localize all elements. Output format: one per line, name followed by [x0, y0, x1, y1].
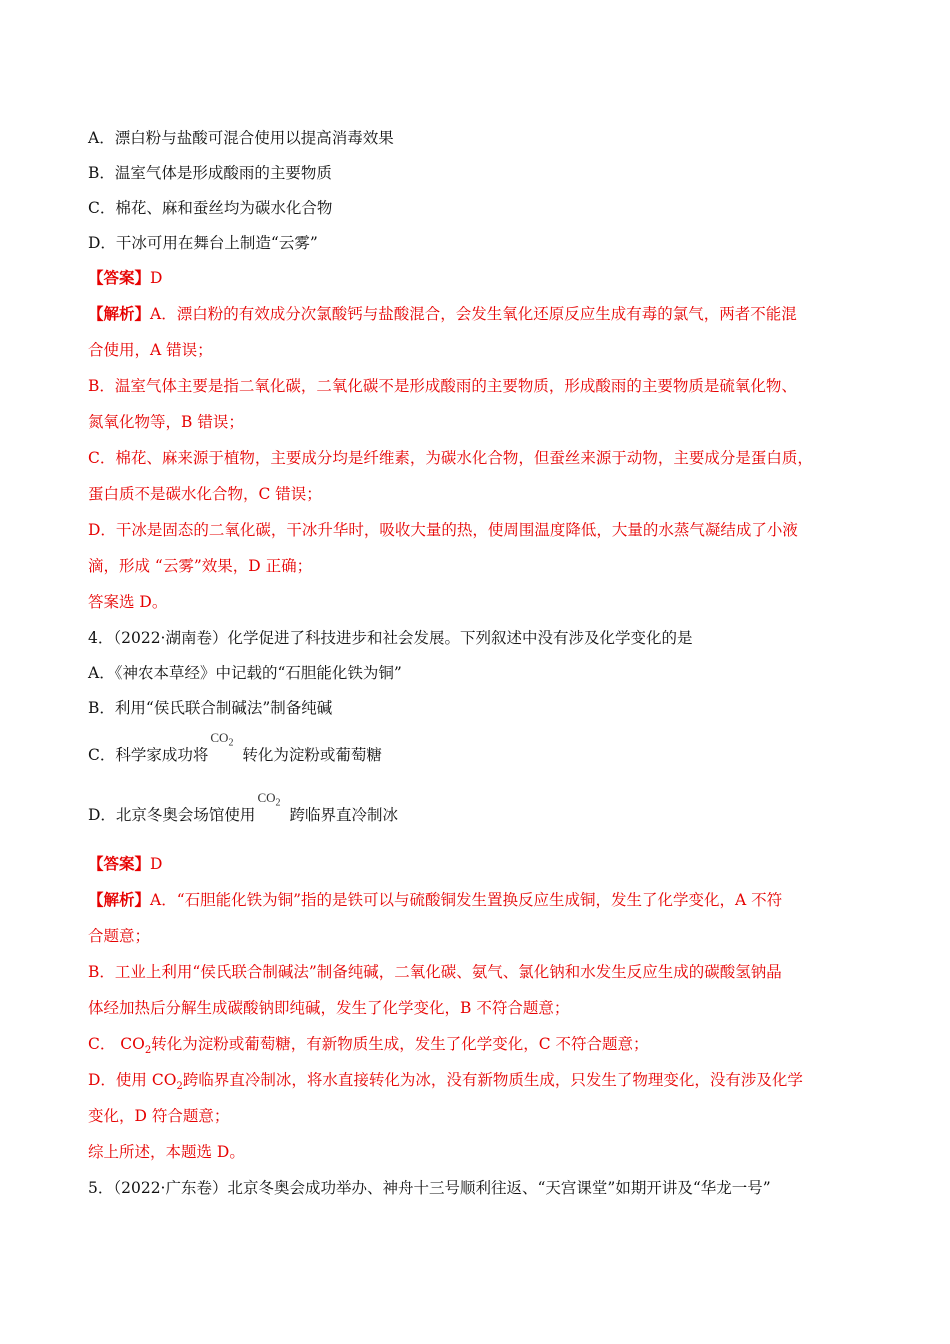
q4-conclusion: 综上所述，本题选 D。 — [88, 1143, 245, 1161]
answer-value: D — [150, 269, 163, 287]
q3-analysis-line: 氮氧化物等，B 错误； — [88, 413, 244, 431]
q5-stem: 5．（2022·广东卷）北京冬奥会成功举办、神舟十三号顺利往返、“天宫课堂”如期开讲及“华龙一号” — [88, 1179, 771, 1197]
co2-formula: $CO_2$ — [210, 730, 234, 749]
q4-analysis-line: 变化，D 符合题意； — [88, 1107, 230, 1125]
q3-analysis-line: 滴，形成 “云雾”效果，D 正确； — [88, 557, 313, 575]
q4-analysis-line: D．使用 $CO_2$跨临界直冷制冰，将水直接转化为冰，没有新物质生成，只发生了物理变化，没有涉及化学 — [88, 1071, 803, 1093]
q3-analysis-line: 蛋白质不是碳水化合物，C 错误； — [88, 485, 322, 503]
q4-analysis-line: 体经加热后分解生成碳酸钠即纯碱，发生了化学变化，B 不符合题意； — [88, 999, 570, 1017]
q3-option-d: D．干冰可用在舞台上制造“云雾” — [88, 234, 318, 252]
q4-answer: 【答案】D — [88, 854, 163, 873]
q3-analysis-line: C．棉花、麻来源于植物，主要成分均是纤维素，为碳水化合物，但蚕丝来源于动物，主要成分是蛋白质， — [88, 449, 813, 467]
co2-formula: $CO_2$ — [257, 790, 281, 809]
q4-stem: 4．（2022·湖南卷）化学促进了科技进步和社会发展。下列叙述中没有涉及化学变化的是 — [88, 629, 693, 647]
q3-analysis-line: D．干冰是固态的二氧化碳，干冰升华时，吸收大量的热，使周围温度降低，大量的水蒸气凝结成了小液 — [88, 521, 798, 539]
q4-option-a: A．《神农本草经》中记载的“石胆能化铁为铜” — [88, 664, 402, 682]
q4-analysis-line: 合题意； — [88, 927, 151, 945]
q4-option-d: D．北京冬奥会场馆使用 $CO_2$ 跨临界直冷制冰 — [88, 790, 398, 824]
answer-tag: 【答案】 — [88, 268, 151, 287]
q3-answer — [88, 267, 162, 289]
q4-analysis-line: B．工业上利用“侯氏联合制碱法”制备纯碱，二氧化碳、氨气、氯化钠和水发生反应生成的碳酸氢钠晶 — [88, 963, 782, 981]
q4-analysis-line: 【解析】A．“石胆能化铁为铜”指的是铁可以与硫酸铜发生置换反应生成铜，发生了化学变化，A 不符 — [88, 890, 783, 909]
q3-option-a: A．漂白粉与盐酸可混合使用以提高消毒效果 — [88, 129, 394, 147]
analysis-tag: 【解析】 — [88, 304, 151, 323]
q3-option-c: C．棉花、麻和蚕丝均为碳水化合物 — [88, 199, 333, 217]
q4-analysis-line: C． $CO_2$转化为淀粉或葡萄糖，有新物质生成，发生了化学变化，C 不符合题意； — [88, 1035, 649, 1057]
analysis-text: A．漂白粉的有效成分次氯酸钙与盐酸混合，会发生氧化还原反应生成有毒的氯气，两者不能混 — [150, 305, 797, 323]
q4-option-c: C．科学家成功将 $CO_2$ 转化为淀粉或葡萄糖 — [88, 730, 382, 764]
q4-option-b: B．利用“侯氏联合制碱法”制备纯碱 — [88, 699, 333, 717]
q3-conclusion: 答案选 D。 — [88, 593, 168, 611]
q3-analysis-line — [88, 303, 797, 325]
q3-option-b: B．温室气体是形成酸雨的主要物质 — [88, 164, 332, 182]
q3-analysis-line: 合使用，A 错误； — [88, 341, 213, 359]
q3-analysis-line: B．温室气体主要是指二氧化碳，二氧化碳不是形成酸雨的主要物质，形成酸雨的主要物质是硫氧化物、 — [88, 377, 797, 395]
